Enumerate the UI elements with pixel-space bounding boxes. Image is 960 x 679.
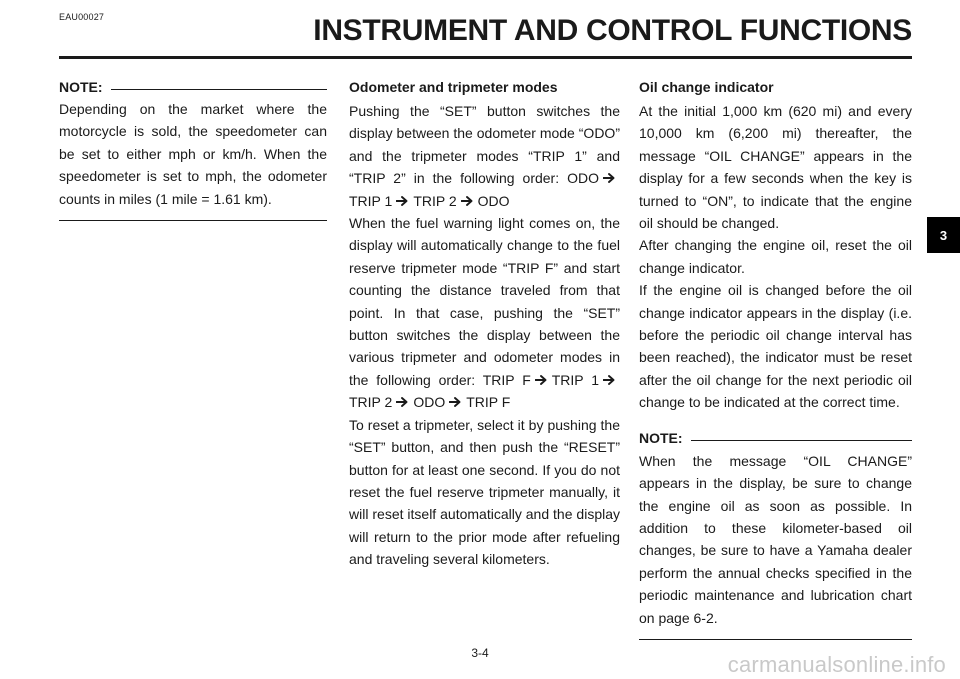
right-arrow-icon bbox=[603, 172, 615, 184]
mode-name: ODO bbox=[477, 192, 510, 209]
watermark: carmanualsonline.info bbox=[727, 652, 946, 677]
column-middle bbox=[349, 76, 620, 571]
paragraph-reset: To reset a tripmeter, select it by pushing the “SET” button, and then push the “RESET” button for at least one second. If you do not reset the fuel reserve tripmeter manually, it will reset itself automatically and the display will return to the prior mode after refueling and traveling several kilometers. bbox=[349, 416, 620, 568]
note-end-rule bbox=[639, 639, 912, 640]
right-arrow-icon bbox=[603, 374, 615, 386]
note-header bbox=[59, 76, 327, 98]
note-rule bbox=[111, 89, 327, 90]
note-rule bbox=[691, 440, 912, 441]
column-left bbox=[59, 76, 327, 221]
column-right bbox=[639, 76, 912, 640]
right-arrow-icon bbox=[449, 396, 461, 408]
chapter-tab: 3 bbox=[927, 217, 960, 253]
paragraph-oil-early: If the engine oil is changed before the oil change indicator appears in the display (i.e. before the periodic oil change interval has been reached), the indicator must be reset after the oil change for the next periodic oil change to be indicated at the correct time. bbox=[639, 282, 912, 411]
note-text: Depending on the market where the motorcycle is sold, the speedometer can be set to either mph or km/h. When the speedometer is set to mph, the odometer counts in miles (1 mile = 1.61 km). bbox=[59, 101, 327, 207]
section-heading-odometer: Odometer and tripmeter modes bbox=[349, 79, 558, 95]
right-arrow-icon bbox=[461, 195, 473, 207]
document-code: EAU00027 bbox=[59, 12, 105, 22]
page-number: 3-4 bbox=[471, 646, 489, 660]
paragraph-oil-reset: After changing the engine oil, reset the oil change indicator. bbox=[639, 237, 912, 276]
note-text: When the message “OIL CHANGE” appears in the display, be sure to change the engine oil as soon as possible. In addition to these kilometer-based oil changes, be sure to have a Yamaha dealer perform the annual checks specified in the periodic maintenance and lubrication chart on page 6-2. bbox=[639, 452, 912, 626]
paragraph-modes bbox=[349, 100, 620, 212]
mode-name: TRIP 2 bbox=[349, 394, 393, 411]
mode-name: TRIP 1 bbox=[349, 192, 393, 209]
note-end-rule bbox=[59, 220, 327, 221]
note-header bbox=[639, 428, 912, 450]
paragraph-oil-interval: At the initial 1,000 km (620 mi) and every 10,000 km (6,200 mi) thereafter, the message “OIL CHANGE” appears in the display for a few seconds when the key is turned to “ON”, to indicate that the engine oil should be changed. bbox=[639, 103, 912, 232]
mode-name: ODO bbox=[413, 394, 446, 411]
mode-name: TRIP 2 bbox=[413, 192, 457, 209]
section-heading-oil-change: Oil change indicator bbox=[639, 79, 774, 95]
right-arrow-icon bbox=[535, 374, 547, 386]
right-arrow-icon bbox=[396, 195, 408, 207]
mode-name: TRIP F bbox=[466, 394, 511, 411]
paragraph-fuel-reserve-text: When the fuel warning light comes on, the display will automatically change to the fuel reserve tripmeter mode “TRIP F” and start counting the distance traveled from that point. In that case, pushing the “SET” button switches the display between the various tripmeter and odometer modes in the following order: TRIP F bbox=[349, 215, 620, 388]
paragraph-modes-text: Pushing the “SET” button switches the display between the odometer mode “ODO” and the tripmeter modes “TRIP 1” and “TRIP 2” in the following order: ODO bbox=[349, 103, 620, 187]
note-label: NOTE: bbox=[639, 430, 683, 447]
page-title: INSTRUMENT AND CONTROL FUNCTIONS bbox=[313, 14, 912, 47]
mode-name: TRIP 1 bbox=[551, 371, 599, 388]
note-label: NOTE: bbox=[59, 78, 103, 95]
right-arrow-icon bbox=[396, 396, 408, 408]
header-rule bbox=[59, 56, 912, 59]
paragraph-fuel-reserve bbox=[349, 212, 620, 414]
